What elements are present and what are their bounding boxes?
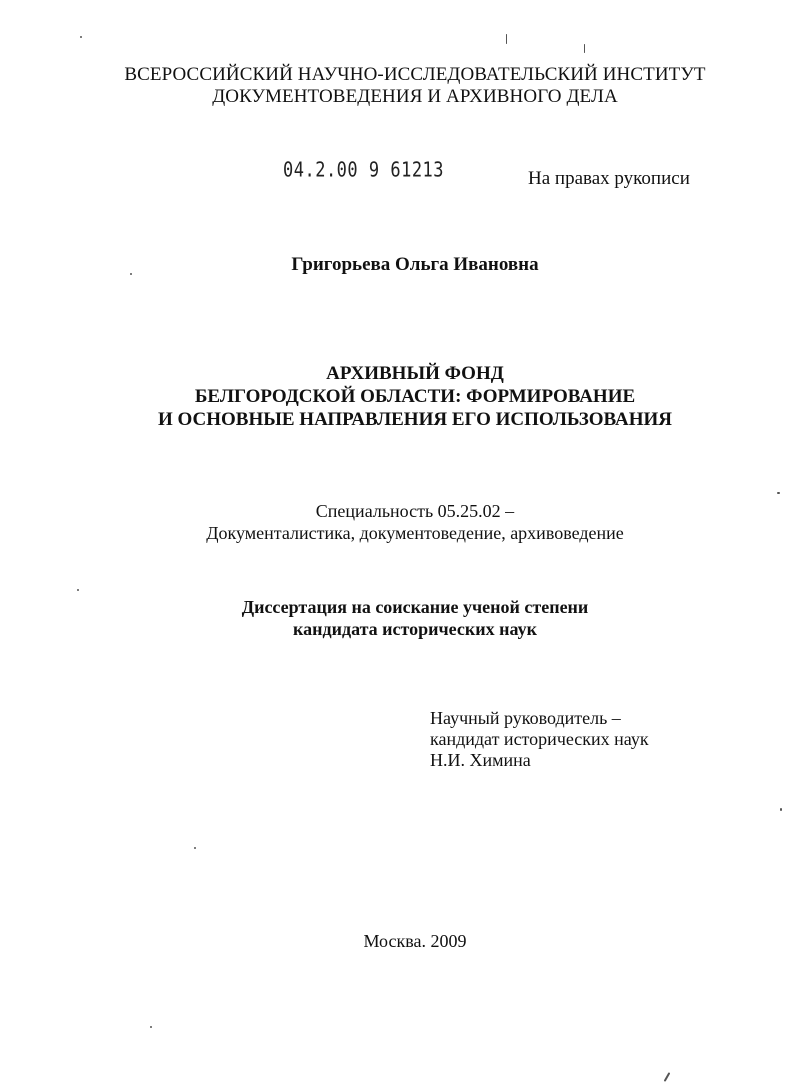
degree-line-2: кандидата исторических наук — [293, 619, 537, 639]
institute-line-1: ВСЕРОССИЙСКИЙ НАУЧНО-ИССЛЕДОВАТЕЛЬСКИЙ ИНСТИТУТ — [124, 64, 706, 85]
scan-speck — [150, 1026, 152, 1028]
scan-speck — [780, 808, 782, 811]
scan-speck — [80, 36, 82, 38]
scan-speck — [777, 492, 780, 494]
institute-name — [0, 64, 798, 108]
scan-speck — [194, 847, 196, 849]
city-year: Москва. 2009 — [363, 931, 467, 951]
title-line-2: БЕЛГОРОДСКОЙ ОБЛАСТИ: ФОРМИРОВАНИЕ — [194, 386, 636, 407]
supervisor-name: Н.И. Химина — [430, 750, 531, 770]
specialty-line-1: Специальность 05.25.02 – — [315, 501, 515, 521]
degree-line-1: Диссертация на соискание ученой степени — [241, 597, 589, 617]
supervisor-role: Научный руководитель – — [430, 708, 621, 728]
specialty — [0, 500, 798, 544]
dissertation-title — [0, 362, 798, 431]
scan-speck — [77, 589, 79, 591]
rights-notice: На правах рукописи — [528, 168, 690, 189]
author-name: Григорьева Ольга Ивановна — [291, 254, 539, 275]
degree-statement — [0, 596, 798, 640]
supervisor-degree: кандидат исторических наук — [430, 729, 649, 749]
scan-speck — [130, 273, 132, 275]
title-line-3: И ОСНОВНЫЕ НАПРАВЛЕНИЯ ЕГО ИСПОЛЬЗОВАНИЯ — [157, 409, 673, 430]
scan-speck — [506, 34, 507, 44]
registration-code: 04.2.00 9 61213 — [283, 159, 445, 183]
scan-speck — [664, 1072, 671, 1082]
supervisor-block — [430, 708, 649, 771]
institute-line-2: ДОКУМЕНТОВЕДЕНИЯ И АРХИВНОГО ДЕЛА — [212, 86, 618, 107]
scan-speck — [584, 44, 585, 53]
title-line-1: АРХИВНЫЙ ФОНД — [326, 363, 504, 384]
specialty-line-2: Документалистика, документоведение, архивоведение — [206, 523, 624, 543]
